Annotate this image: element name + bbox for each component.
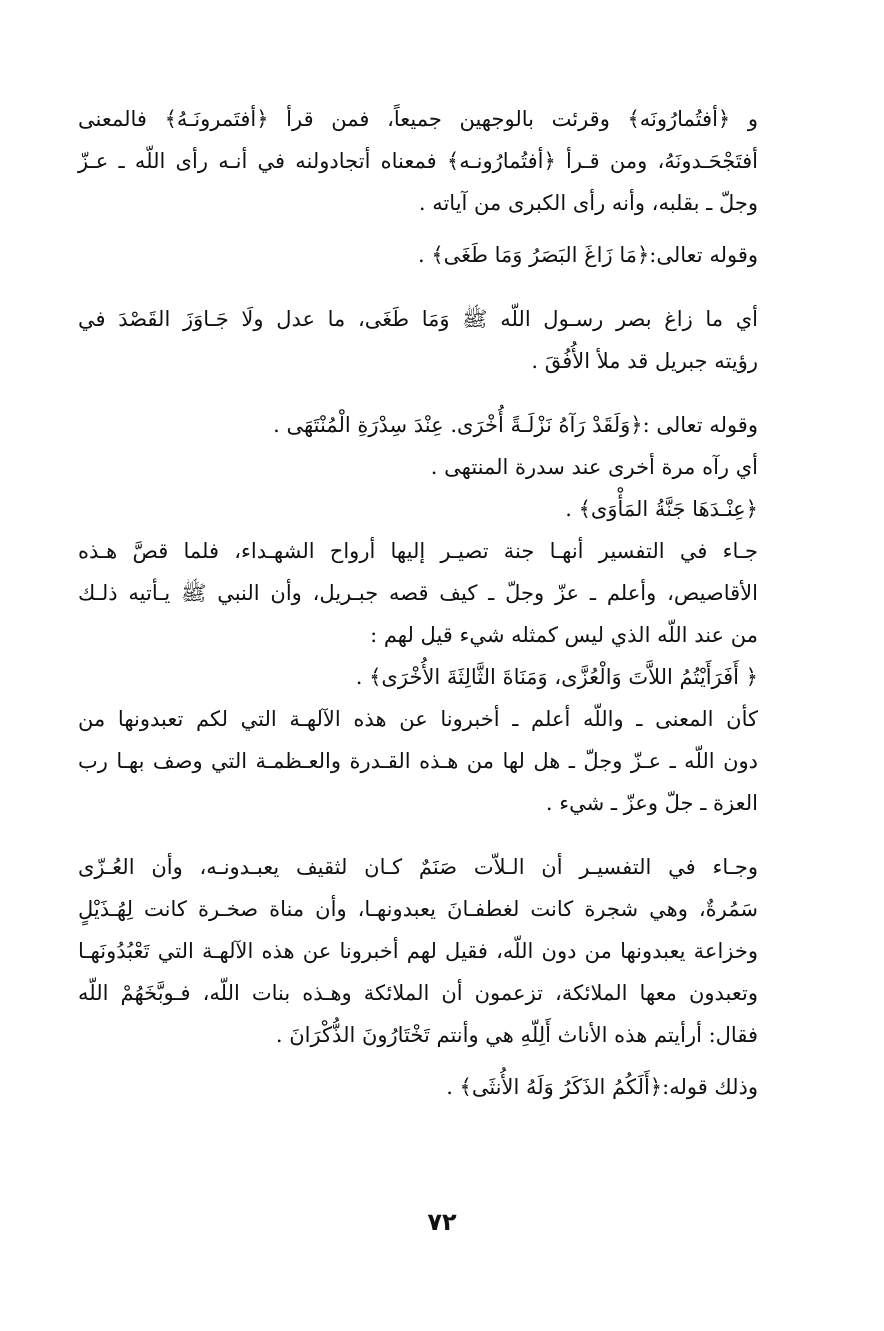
text-line: وقوله تعالى:﴿مَا زَاغَ البَصَرُ وَمَا طَغَى﴾ . [417, 243, 758, 267]
page-number: ٧٢ [427, 1208, 457, 1236]
text-line: من عند اللّه الذي ليس كمثله شيء قيل لهم : [370, 623, 758, 647]
text-line: دون اللّه ـ عـزّ وجلّ ـ هل لها من هـذه القـدرة والعـظمـة التي وصف بهـا رب [78, 749, 758, 773]
text-line: وجلّ ـ بقلبه، وأنه رأى الكبرى من آياته . [418, 191, 758, 215]
page-body-text [78, 98, 758, 1108]
text-line: سَمُرةٌ، وهي شجرة كانت لغطفـانَ يعبدونهـا، وأن مناة صخـرة كانت لِهُـذَيْلٍ [78, 897, 758, 921]
text-line: وقوله تعالى :﴿وَلَقَدْ رَآهُ نَزْلَـةً أُخْرَى. عِنْدَ سِدْرَةِ الْمُنْتَهَى . [273, 413, 758, 437]
text-line: الأقاصيص، وأعلم ـ عزّ وجلّ ـ كيف قصه جبـريل، وأن النبي ﷺ يـأتيه ذلـك [78, 581, 758, 605]
text-line: وذلك قوله:﴿أَلَكُمُ الذَكَرُ وَلَهُ الأُنثَى﴾ . [446, 1075, 758, 1099]
text-line: ﴿ أَفَرَأَيْتُمُ اللاَّتَ وَالْعُزَّى، وَمَنَاةَ الثَّالِثَةَ الأُخْرَى﴾ . [355, 665, 758, 689]
text-line: العزة ـ جلّ وعزّ ـ شيء . [545, 791, 758, 815]
text-line: أفتَجْحَـدونَهُ، ومن قـرأ ﴿أفتُمارُونـه﴾ فمعناه أتجادولنه في أنـه رأى اللّه ـ عـزّ [78, 149, 758, 173]
text-line: فقال: أرأيتم هذه الأناث أَلِلّهِ هي وأنتم تَخْتَارُونَ الذُّكْرَانَ . [275, 1023, 758, 1047]
text-line: كأن المعنى ـ واللّه أعلم ـ أخبرونا عن هذه الآلهـة التي لكم تعبدونها من [78, 707, 758, 731]
text-line: جـاء في التفسير أنهـا جنة تصيـر إليها أرواح الشهـداء، فلما قصَّ هـذه [78, 539, 758, 563]
text-line: وتعبدون معها الملائكة، تزعمون أن الملائكة وهـذه بنات اللّه، فـوبَّخَهُمْ اللّه [78, 981, 758, 1005]
text-line: ﴿عِنْـدَهَا جَنَّةُ المَأْوَى﴾ . [565, 497, 758, 521]
text-line: وجـاء في التفسيـر أن الـلاّت صَنَمٌ كـان لثقيف يعبـدونـه، وأن العُـزّى [78, 855, 758, 879]
text-line: وخزاعة يعبدونها من دون اللّه، فقيل لهم أخبرونا عن هذه الآلهـة التي تَعْبُدُونَهـا [78, 939, 758, 963]
text-line: رؤيته جبريل قد ملأ الأُفُقَ . [531, 349, 758, 373]
text-line: أي رآه مرة أخرى عند سدرة المنتهى . [430, 455, 758, 479]
text-line: أي ما زاغ بصر رسـول اللّه ﷺ وَمَا طَغَى، ما عدل ولَا جَـاوَزَ القَصْدَ في [78, 307, 758, 331]
text-line: و ﴿أفتُمارُونَه﴾ وقرئت بالوجهين جميعاً، فمن قرأ ﴿أفتَمرونَـهُ﴾ فالمعنى [78, 107, 758, 131]
